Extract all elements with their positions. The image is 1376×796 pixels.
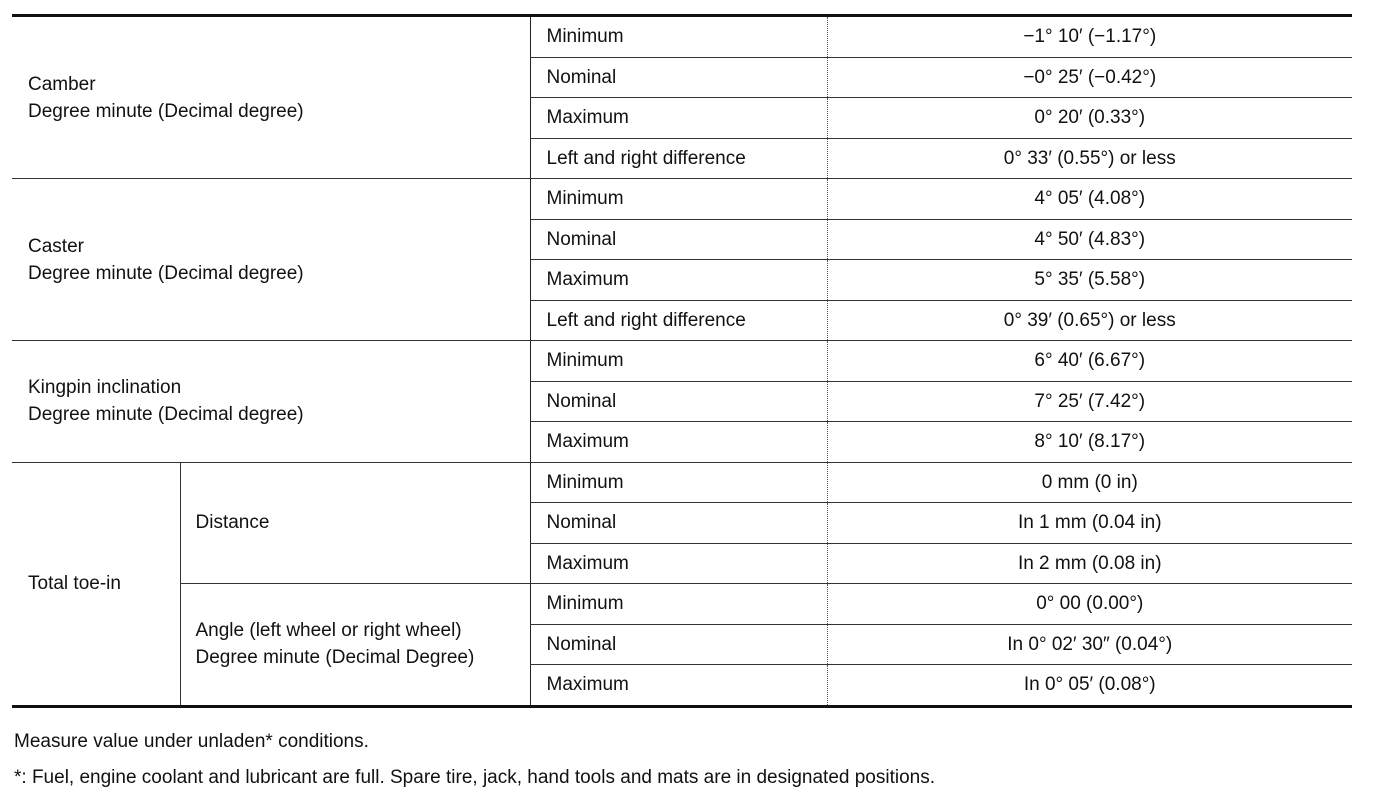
toe-angle-min-value: 0° 00 (0.00°): [827, 584, 1352, 625]
toe-distance-max-label: Maximum: [530, 543, 827, 584]
kingpin-min-value: 6° 40′ (6.67°): [827, 341, 1352, 382]
table-row: [12, 341, 1352, 382]
camber-diff-value: 0° 33′ (0.55°) or less: [827, 138, 1352, 179]
toe-angle-max-value: In 0° 05′ (0.08°): [827, 665, 1352, 707]
camber-nom-label: Nominal: [530, 57, 827, 98]
note-unladen: Measure value under unladen* conditions.: [14, 731, 369, 752]
camber-unit: Degree minute (Decimal degree): [28, 100, 304, 122]
table-row: [12, 462, 1352, 503]
camber-max-value: 0° 20′ (0.33°): [827, 98, 1352, 139]
kingpin-title: Kingpin inclination: [28, 377, 182, 399]
kingpin-label-cell: [12, 341, 530, 463]
caster-diff-value: 0° 39′ (0.65°) or less: [827, 300, 1352, 341]
camber-min-label: Minimum: [530, 16, 827, 58]
toe-in-title: Total toe-in: [28, 573, 121, 594]
toe-distance-nom-label: Nominal: [530, 503, 827, 544]
caster-nom-label: Nominal: [530, 219, 827, 260]
kingpin-nom-label: Nominal: [530, 381, 827, 422]
wheel-alignment-spec-table: [12, 14, 1352, 708]
table-row: [12, 179, 1352, 220]
caster-diff-label: Left and right difference: [530, 300, 827, 341]
toe-distance-nom-value: In 1 mm (0.04 in): [827, 503, 1352, 544]
table-row: [12, 584, 1352, 625]
camber-min-value: −1° 10′ (−1.17°): [827, 16, 1352, 58]
camber-title: Camber: [28, 73, 96, 95]
alignment-spec-table-wrapper: [12, 14, 1352, 708]
toe-distance-title: Distance: [180, 462, 530, 584]
caster-title: Caster: [28, 235, 84, 257]
kingpin-nom-value: 7° 25′ (7.42°): [827, 381, 1352, 422]
toe-angle-unit: Degree minute (Decimal Degree): [195, 647, 475, 669]
note-unladen-definition: *: Fuel, engine coolant and lubricant are full. Spare tire, jack, hand tools and mats are in designated positions.: [14, 767, 935, 788]
toe-angle-nom-value: In 0° 02′ 30″ (0.04°): [827, 624, 1352, 665]
caster-nom-value: 4° 50′ (4.83°): [827, 219, 1352, 260]
camber-diff-label: Left and right difference: [530, 138, 827, 179]
kingpin-unit: Degree minute (Decimal degree): [28, 404, 304, 426]
camber-max-label: Maximum: [530, 98, 827, 139]
caster-min-value: 4° 05′ (4.08°): [827, 179, 1352, 220]
caster-max-label: Maximum: [530, 260, 827, 301]
caster-min-label: Minimum: [530, 179, 827, 220]
caster-label-cell: [12, 179, 530, 341]
toe-distance-max-value: In 2 mm (0.08 in): [827, 543, 1352, 584]
kingpin-min-label: Minimum: [530, 341, 827, 382]
toe-distance-min-value: 0 mm (0 in): [827, 462, 1352, 503]
toe-angle-min-label: Minimum: [530, 584, 827, 625]
toe-distance-min-label: Minimum: [530, 462, 827, 503]
table-notes: [14, 724, 935, 796]
caster-max-value: 5° 35′ (5.58°): [827, 260, 1352, 301]
kingpin-max-value: 8° 10′ (8.17°): [827, 422, 1352, 463]
toe-angle-label-cell: [180, 584, 530, 707]
caster-unit: Degree minute (Decimal degree): [28, 262, 304, 284]
toe-angle-title: Angle (left wheel or right wheel): [195, 620, 462, 642]
kingpin-max-label: Maximum: [530, 422, 827, 463]
toe-angle-nom-label: Nominal: [530, 624, 827, 665]
camber-nom-value: −0° 25′ (−0.42°): [827, 57, 1352, 98]
camber-label-cell: [12, 16, 530, 179]
toe-angle-max-label: Maximum: [530, 665, 827, 707]
table-row: [12, 16, 1352, 58]
